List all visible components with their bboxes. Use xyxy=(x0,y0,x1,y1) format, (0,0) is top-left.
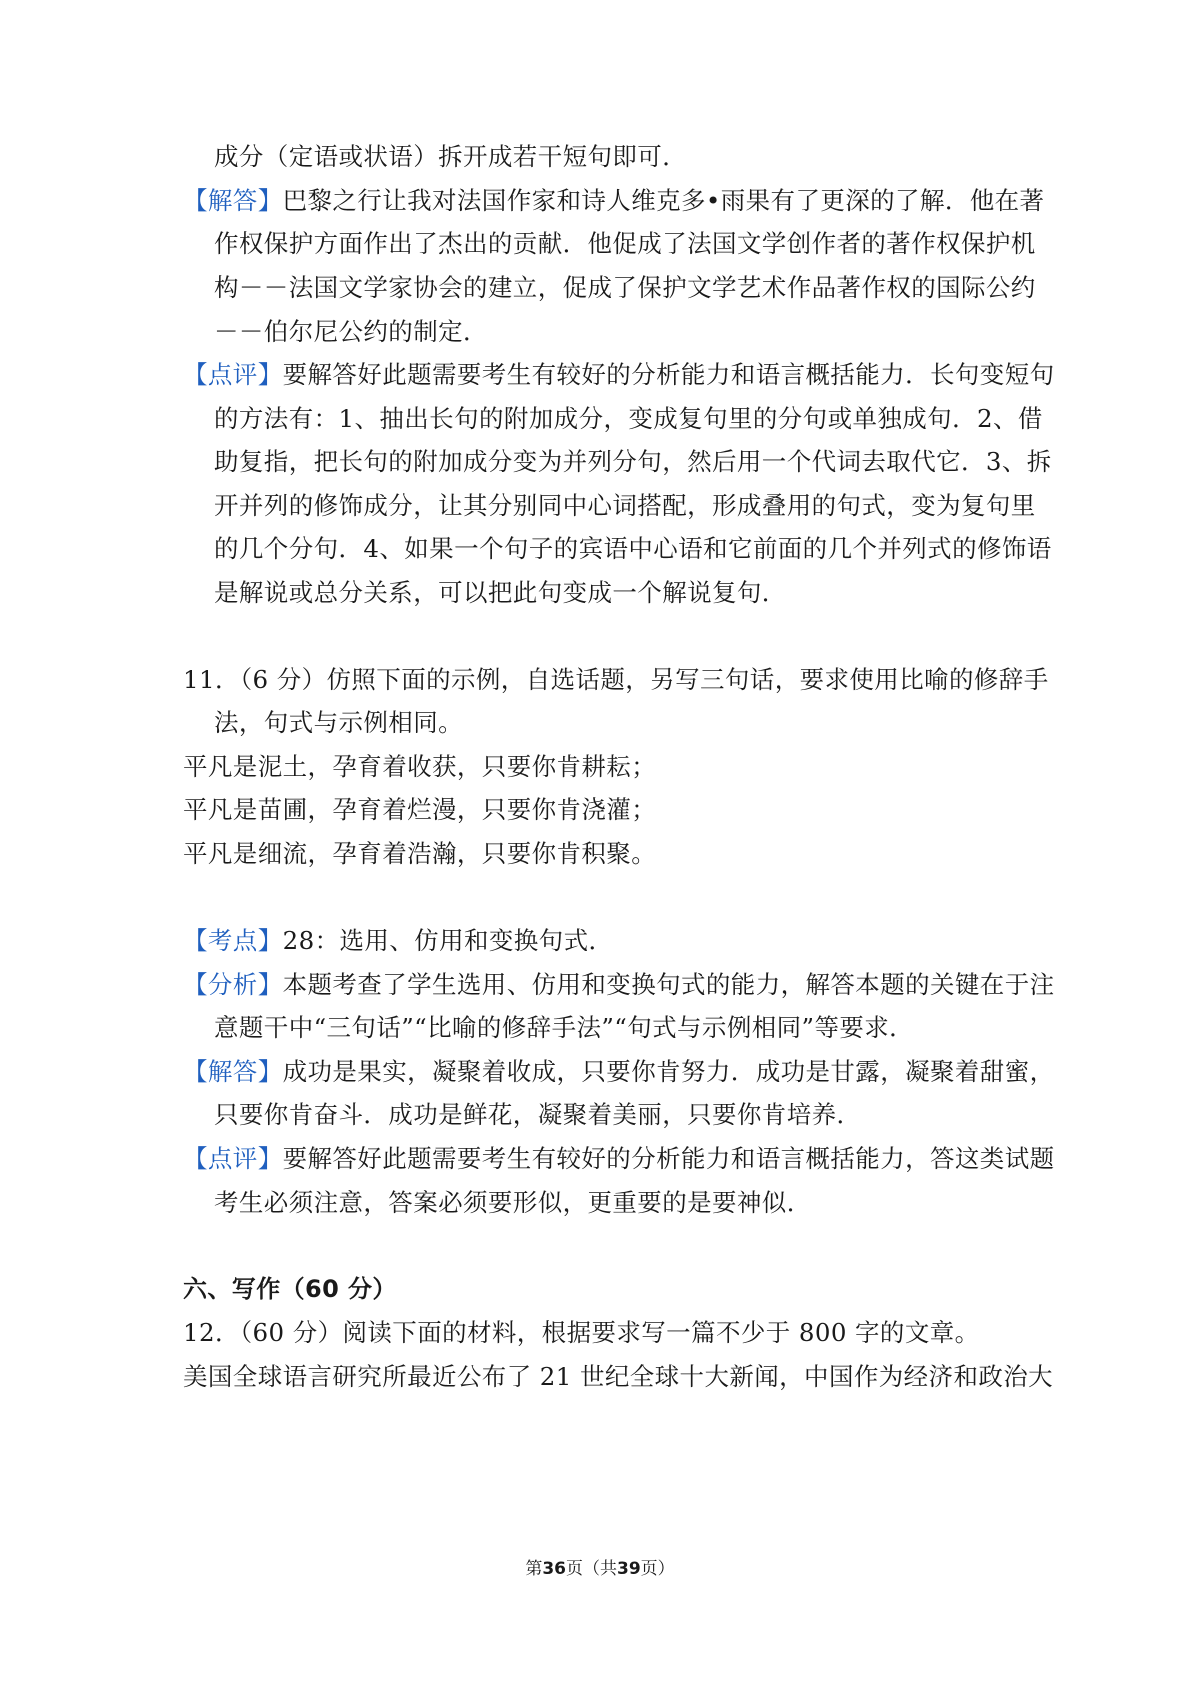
text-line: 开并列的修饰成分，让其分别同中心词搭配，形成叠用的句式，变为复句里 xyxy=(214,491,1036,520)
comment-line: 【点评】要解答好此题需要考生有较好的分析能力和语言概括能力．长句变短句 xyxy=(183,360,1055,389)
section-tag: 【考点】 xyxy=(183,926,283,955)
section-tag: 【点评】 xyxy=(183,1144,283,1173)
section-tag: 【解答】 xyxy=(183,1057,283,1086)
text-line: 成分（定语或状语）拆开成若干短句即可． xyxy=(214,142,688,171)
section-tag: 【解答】 xyxy=(183,186,283,215)
text-line: 的方法有：1、抽出长句的附加成分，变成复句里的分句或单独成句．2、借 xyxy=(214,404,1043,433)
text-line: 考生必须注意，答案必须要形似，更重要的是要神似． xyxy=(214,1188,812,1217)
question-12: 12．（60 分）阅读下面的材料，根据要求写一篇不少于 800 字的文章。 xyxy=(183,1318,980,1347)
topic-line: 【考点】28：选用、仿用和变换句式． xyxy=(183,926,614,955)
text-line: 美国全球语言研究所最近公布了 21 世纪全球十大新闻，中国作为经济和政治大 xyxy=(183,1362,1054,1391)
section-heading: 六、写作（60 分） xyxy=(183,1275,397,1303)
text-line: 助复指，把长句的附加成分变为并列分句，然后用一个代词去取代它．3、拆 xyxy=(214,447,1052,476)
page-number: 36 xyxy=(542,1559,566,1579)
text-line: 意题干中“三句话”“比喻的修辞手法”“句式与示例相同”等要求． xyxy=(214,1013,915,1042)
section-tag: 【点评】 xyxy=(183,360,283,389)
example-line: 平凡是细流，孕育着浩瀚，只要你肯积聚。 xyxy=(183,839,657,868)
text-line: －－伯尔尼公约的制定． xyxy=(214,317,488,346)
text-line: 是解说或总分关系，可以把此句变成一个解说复句． xyxy=(214,578,787,607)
text-line: 法，句式与示例相同。 xyxy=(214,708,463,737)
page-total: 39 xyxy=(617,1559,641,1579)
analysis-line: 【分析】本题考查了学生选用、仿用和变换句式的能力，解答本题的关键在于注 xyxy=(183,970,1055,999)
question-11: 11．（6 分）仿照下面的示例，自选话题，另写三句话，要求使用比喻的修辞手 xyxy=(183,665,1049,694)
text-line: 构－－法国文学家协会的建立，促成了保护文学艺术作品著作权的国际公约 xyxy=(214,273,1036,302)
text-line: 作权保护方面作出了杰出的贡献．他促成了法国文学创作者的著作权保护机 xyxy=(214,229,1036,258)
text-line: 的几个分句．4、如果一个句子的宾语中心语和它前面的几个并列式的修饰语 xyxy=(214,534,1052,563)
example-line: 平凡是泥土，孕育着收获，只要你肯耕耘； xyxy=(183,752,657,781)
answer-line: 【解答】成功是果实，凝聚着收成，只要你肯努力．成功是甘露，凝聚着甜蜜， xyxy=(183,1057,1055,1086)
section-tag: 【分析】 xyxy=(183,970,283,999)
comment-line: 【点评】要解答好此题需要考生有较好的分析能力和语言概括能力，答这类试题 xyxy=(183,1144,1055,1173)
text-line: 只要你肯奋斗．成功是鲜花，凝聚着美丽，只要你肯培养． xyxy=(214,1100,862,1129)
page-footer: 第36页（共39页） xyxy=(525,1559,675,1579)
answer-line: 【解答】巴黎之行让我对法国作家和诗人维克多•雨果有了更深的了解．他在著 xyxy=(183,186,1045,215)
example-line: 平凡是苗圃，孕育着烂漫，只要你肯浇灌； xyxy=(183,795,657,824)
